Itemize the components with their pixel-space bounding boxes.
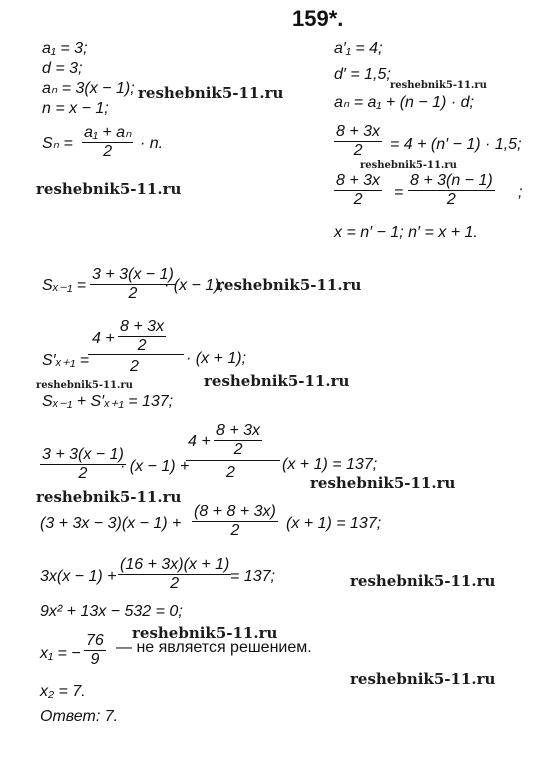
right-eq2-equals: = (394, 184, 404, 201)
sum1-lhs: Sₓ₋₁ = (42, 277, 87, 294)
sn-tail: · n. (140, 135, 164, 152)
eq4: 9x² + 13x − 532 = 0; (40, 603, 183, 620)
watermark: reshebnik5-11.ru (36, 380, 133, 391)
right-eq2-fraction-right (408, 172, 495, 208)
sum3: Sₓ₋₁ + S′ₓ₊₁ = 137; (42, 393, 174, 410)
right-eq2-numerator-right: 8 + 3(n − 1) (410, 172, 493, 189)
watermark: reshebnik5-11.ru (350, 572, 496, 590)
eq2-numerator: (8 + 8 + 3x) (194, 503, 276, 520)
given-d-prime: d′ = 1,5; (334, 66, 391, 83)
watermark: reshebnik5-11.ru (310, 474, 456, 492)
sum2-inner-numerator: 8 + 3x (120, 318, 165, 335)
eq1-num-prefix: 4 + (188, 433, 211, 450)
sum1-denominator: 2 (128, 285, 138, 302)
watermark: reshebnik5-11.ru (390, 80, 487, 91)
eq1-denominator-left: 2 (78, 465, 88, 482)
sum2-inner-fraction (118, 318, 166, 354)
right-eq1-denominator: 2 (353, 142, 363, 159)
root1-lhs: x₁ = − (40, 645, 81, 662)
given-a1-prime: a′₁ = 4; (334, 40, 383, 57)
eq1-fraction-left (40, 446, 126, 482)
right-eq1-fraction (334, 123, 382, 159)
sn-denominator: 2 (103, 143, 113, 160)
sum1-numerator: 3 + 3(x − 1) (92, 266, 174, 283)
right-eq1-tail: = 4 + (n′ − 1) · 1,5; (390, 136, 522, 153)
right-eq2-denominator-right: 2 (446, 191, 456, 208)
eq3-fraction (118, 556, 231, 592)
eq2-prefix: (3 + 3x − 3)(x − 1) + (40, 515, 182, 532)
eq1-denominator-right: 2 (226, 464, 235, 481)
given-an: aₙ = 3(x − 1); (42, 80, 135, 97)
given-n: n = x − 1; (42, 100, 109, 117)
watermark: reshebnik5-11.ru (138, 84, 284, 102)
watermark: reshebnik5-11.ru (350, 670, 496, 688)
eq1-main-bar (186, 460, 280, 461)
sum1-fraction (90, 266, 176, 302)
right-eq2-denominator-left: 2 (353, 191, 363, 208)
sn-numerator: a₁ + aₙ (84, 124, 132, 141)
watermark: reshebnik5-11.ru (204, 372, 350, 390)
eq2-fraction (192, 503, 278, 539)
watermark: reshebnik5-11.ru (36, 180, 182, 198)
sum1-tail: · (x − 1); (164, 277, 225, 294)
watermark: reshebnik5-11.ru (132, 624, 278, 642)
sn-lhs: Sₙ = (42, 135, 73, 152)
right-result: x = n′ − 1; n′ = x + 1. (334, 224, 478, 241)
eq1-numerator-left: 3 + 3(x − 1) (42, 446, 124, 463)
root1-denominator: 9 (90, 651, 100, 668)
root1-numerator: 76 (86, 632, 104, 649)
eq3-tail: = 137; (230, 568, 275, 585)
eq1-inner-numerator: 8 + 3x (216, 422, 261, 439)
sum2-num-prefix: 4 + (92, 330, 115, 347)
watermark: reshebnik5-11.ru (36, 488, 182, 506)
sum2-tail: · (x + 1); (186, 350, 247, 367)
eq1-inner-denominator: 2 (233, 441, 243, 458)
eq3-numerator: (16 + 3x)(x + 1) (120, 556, 230, 573)
right-eq2-numerator-left: 8 + 3x (336, 172, 381, 189)
sum2-lhs: S′ₓ₊₁ = (42, 352, 90, 369)
right-eq1-numerator: 8 + 3x (336, 123, 381, 140)
sum2-denominator: 2 (130, 358, 139, 375)
sum2-inner-denominator: 2 (137, 337, 147, 354)
right-eq2-fraction-left (334, 172, 382, 208)
problem-number: 159*. (292, 6, 344, 31)
given-a1: a₁ = 3; (42, 40, 88, 57)
given-d: d = 3; (42, 60, 83, 77)
root1-note: — не является решением. (116, 639, 312, 656)
formula-an: aₙ = a₁ + (n − 1) · d; (334, 94, 474, 111)
sn-fraction (82, 124, 133, 160)
eq1-middle: · (x − 1) + (120, 458, 190, 475)
sum2-main-bar (88, 354, 184, 355)
watermark: reshebnik5-11.ru (216, 276, 362, 294)
answer: Ответ: 7. (40, 708, 119, 725)
root2: x₂ = 7. (40, 683, 86, 700)
eq3-denominator: 2 (170, 575, 180, 592)
root1-fraction (84, 632, 106, 668)
watermark: reshebnik5-11.ru (360, 160, 457, 171)
eq1-inner-fraction (214, 422, 262, 458)
eq2-tail: (x + 1) = 137; (286, 515, 382, 532)
eq1-tail: (x + 1) = 137; (282, 456, 378, 473)
right-eq2-tail: ; (518, 184, 523, 201)
eq3-prefix: 3x(x − 1) + (40, 568, 117, 585)
eq2-denominator: 2 (230, 522, 240, 539)
